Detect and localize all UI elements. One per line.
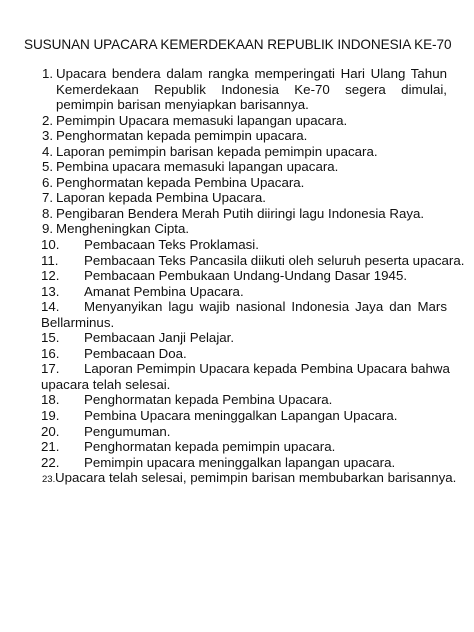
item-number: 12. bbox=[41, 268, 60, 284]
item-number: 16. bbox=[41, 345, 60, 361]
list-item bbox=[0, 268, 474, 284]
list-item bbox=[0, 346, 474, 362]
item-text: Pembina upacara memasuki lapangan upacara. bbox=[56, 159, 339, 175]
item-text: Upacara telah selesai, pemimpin barisan membubarkan barisannya. bbox=[55, 470, 457, 486]
list-item bbox=[0, 408, 474, 424]
item-number: 23. bbox=[42, 474, 56, 486]
list-item bbox=[0, 113, 474, 129]
item-number: 11. bbox=[41, 252, 59, 268]
item-number: 6. bbox=[42, 174, 54, 190]
list-item bbox=[0, 361, 474, 392]
item-text: Pembacaan Doa. bbox=[84, 345, 187, 361]
item-text: Pemimpin upacara meninggalkan lapangan upacara. bbox=[84, 454, 396, 470]
list-item bbox=[0, 470, 474, 486]
item-number: 3. bbox=[42, 128, 54, 144]
item-number: 9. bbox=[42, 221, 54, 237]
item-text: Amanat Pembina Upacara. bbox=[84, 283, 244, 299]
item-text-line1: Laporan Pemimpin Upacara kepada Pembina Upacara bahwa bbox=[84, 361, 450, 377]
list-item bbox=[0, 190, 474, 206]
item-text-line1: Menyanyikan lagu wajib nasional Indonesia Jaya dan Mars bbox=[84, 299, 447, 315]
item-text: Pengibaran Bendera Merah Putih diiringi lagu Indonesia Raya. bbox=[56, 205, 425, 221]
list-item bbox=[0, 206, 474, 222]
list-item bbox=[0, 159, 474, 175]
item-number: 5. bbox=[42, 159, 54, 175]
list-item bbox=[0, 330, 474, 346]
list-item bbox=[0, 175, 474, 191]
item-number: 22. bbox=[41, 454, 60, 470]
list-item bbox=[0, 424, 474, 440]
item-text: Pemimpin Upacara memasuki lapangan upacara. bbox=[56, 112, 348, 128]
item-number: 19. bbox=[41, 408, 60, 424]
item-text: Penghormatan kepada Pembina Upacara. bbox=[84, 392, 333, 408]
document-title: SUSUNAN UPACARA KEMERDEKAAN REPUBLIK INDONESIA KE-70 bbox=[24, 37, 452, 52]
list-item bbox=[0, 299, 474, 330]
list-item bbox=[0, 144, 474, 160]
list-item bbox=[0, 128, 474, 144]
item-text: Penghormatan kepada Pembina Upacara. bbox=[56, 174, 305, 190]
item-number: 17. bbox=[41, 361, 60, 377]
item-number: 14. bbox=[41, 299, 60, 315]
item-text: Penghormatan kepada pemimpin upacara. bbox=[84, 439, 336, 455]
list-item bbox=[0, 66, 474, 113]
item-number: 2. bbox=[42, 112, 54, 128]
item-number: 4. bbox=[42, 143, 54, 159]
list-item bbox=[0, 439, 474, 455]
item-number: 10. bbox=[41, 237, 60, 253]
item-number: 21. bbox=[41, 439, 60, 455]
item-text-line2: upacara telah selesai. bbox=[41, 376, 171, 392]
item-number: 15. bbox=[41, 330, 60, 346]
item-text: Pengumuman. bbox=[84, 423, 171, 439]
item-number: 1. bbox=[42, 66, 54, 81]
item-text: Pembacaan Pembukaan Undang-Undang Dasar 1945. bbox=[84, 268, 408, 284]
list-item bbox=[0, 284, 474, 300]
item-text: Upacara bendera dalam rangka memperingati Hari Ulang Tahun Kemerdekaan Republik Indonesia Ke-70 segera dimulai, pemimpin barisan menyiapkan barisannya. bbox=[56, 66, 447, 113]
item-text: Pembacaan Janji Pelajar. bbox=[84, 330, 235, 346]
list-item bbox=[0, 455, 474, 471]
item-number: 20. bbox=[41, 423, 60, 439]
item-text: Laporan kepada Pembina Upacara. bbox=[56, 190, 266, 206]
item-text: Pembacaan Teks Proklamasi. bbox=[84, 237, 259, 253]
item-text: Penghormatan kepada pemimpin upacara. bbox=[56, 128, 308, 144]
item-number: 8. bbox=[42, 205, 54, 221]
item-text-line2: Bellarminus. bbox=[41, 314, 115, 330]
item-number: 18. bbox=[41, 392, 60, 408]
list-item bbox=[0, 221, 474, 237]
item-text: Pembacaan Teks Pancasila diikuti oleh seluruh peserta upacara. bbox=[84, 252, 465, 268]
item-text: Pembina Upacara meninggalkan Lapangan Upacara. bbox=[84, 408, 398, 424]
item-number: 7. bbox=[42, 190, 54, 206]
item-text: Mengheningkan Cipta. bbox=[56, 221, 190, 237]
item-text: Laporan pemimpin barisan kepada pemimpin upacara. bbox=[56, 143, 378, 159]
ceremony-list bbox=[0, 66, 474, 486]
list-item bbox=[0, 253, 474, 269]
list-item bbox=[0, 392, 474, 408]
item-number: 13. bbox=[41, 283, 60, 299]
list-item bbox=[0, 237, 474, 253]
